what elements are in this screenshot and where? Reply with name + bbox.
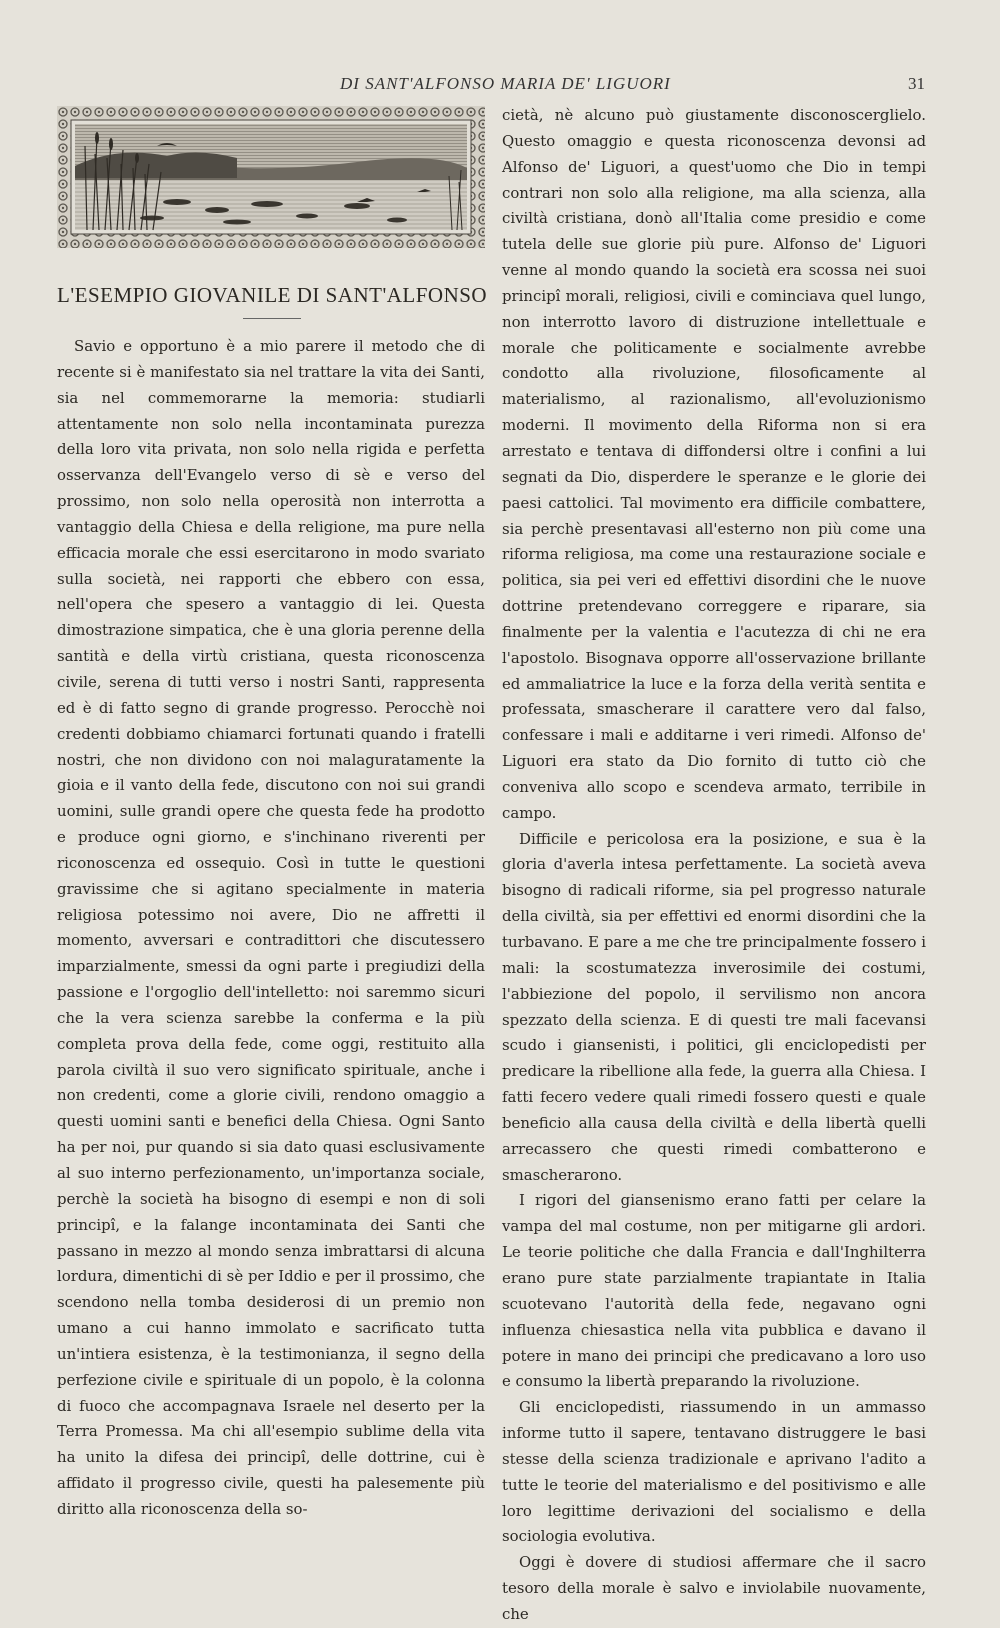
running-head — [0, 74, 1000, 98]
article-heading: L'ESEMPIO GIOVANILE DI SANT'ALFONSO — [57, 283, 488, 307]
paragraph: Savio e opportuno è a mio parere il metodo che di recente si è manifestato sia nel trattare la vita dei Santi, sia nel commemorarne la memoria: studiarli attentamente non solo nella incontaminata purezza della loro vita privata, non solo nella rigida e perfetta osservanza dell'Evangelo verso di sè e verso del prossimo, non solo nella operosità non interrotta a vantaggio della Chiesa e della religione, ma pure nella efficacia morale che essi esercitarono in modo svariato sulla società, nei rapporti che ebbero con essa, nell'opera che spesero a vantaggio di lei. Questa dimostrazione simpatica, che è una gloria perenne della santità e della virtù cristiana, questa riconoscenza civile, serena di tutti verso i nostri Santi, rappresenta ed è di fatto segno di grande progresso. Perocchè noi credenti dobbiamo chiamarci fortunati quando i fratelli nostri, che non dividono con noi malaguratamente la gioia e il vanto della fede, discutono con noi sui grandi uomini, sulle grandi opere che questa fede ha prodotto e produce ogni giorno, e s'inchinano riverenti per riconoscenza ed ossequio. Così in tutte le questioni gravissime che si agitano specialmente in materia religiosa potessimo noi avere, Dio ne affretti il momento, avversari e contradittori che discutessero imparzialmente, smessi da ogni parte i pregiudizi della passione e l'orgoglio dell'intelletto: noi saremmo sicuri che la vera scienza sarebbe la conferma e la più completa prova della fede, come oggi, restituito alla parola civiltà il suo vero significato spirituale, anche i non credenti, come a glorie civili, rendono omaggio a questi uomini santi e benefici della Chiesa. Ogni Santo ha per noi, pur quando si sia dato quasi esclusivamente al suo interno perfezionamento, un'importanza sociale, perchè la società ha bisogno di esempi e non di soli principî, e la falange incontaminata dei Santi che passano in mezzo al mondo senza imbrattarsi di alcuna lordura, dimentichi di sè per Iddio e per il prossimo, che scendono nella tomba desiderosi di un premio non umano a cui hanno immolato e sacrificato tutta un'intiera esistenza, è la testimonianza, il segno della perfezione civile e spirituale di un popolo, è la colonna di fuoco che accompagnava Israele nel deserto per la Terra Promessa. Ma chi all'esempio sublime della vita ha unito la difesa dei principî, delle dottrine, cui è affidato il progresso civile, questi ha palesemente più diritto alla riconoscenza della so- — [57, 337, 485, 1518]
heading-divider — [243, 318, 301, 319]
paragraph: Oggi è dovere di studiosi affermare che il sacro tesoro della morale è salvo e inviolabile nuovamente, che — [502, 1553, 926, 1623]
page-number: 31 — [908, 74, 925, 93]
paragraph: Gli enciclopedisti, riassumendo in un ammasso informe tutto il sapere, tentavano distruggere le basi stesse della scienza tradizionale e aprivano l'adito a tutte le teorie del materialismo e del positivismo e alle loro legittime derivazioni del socialismo e della sociologia evolutiva. — [502, 1398, 926, 1546]
right-column — [502, 103, 926, 1628]
left-column — [57, 334, 485, 1523]
paragraph: cietà, nè alcuno può giustamente disconoscerglielo. Questo omaggio e questa riconoscenza devonsi ad Alfonso de' Liguori, a quest'uomo che Dio in tempi contrari non solo alla religione, ma alla scienza, alla civiltà cristiana, donò all'Italia come presidio e come tutela delle sue glorie più pure. Alfonso de' Liguori venne al mondo quando la società era scossa nei suoi principî morali, religiosi, civili e cominciava quel lungo, non interrotto lavoro di distruzione intellettuale e morale che politicamente e socialmente avrebbe condotto alla rivoluzione, filosoficamente al materialismo, al razionalismo, all'evoluzionismo moderni. Il movimento della Riforma non si era arrestato e tentava di diffondersi oltre i confini a lui segnati da Dio, disperdere le speranze e le glorie dei paesi cattolici. Tal movimento era difficile combattere, sia perchè presentavasi all'esterno non più come una riforma religiosa, ma come una restaurazione sociale e politica, sia pei veri ed effettivi disordini che le nuove dottrine pretendevano correggere e riparare, sia finalmente per la valentia e l'acutezza di chi ne era l'apostolo. Bisognava opporre all'osservazione brillante ed ammaliatrice la luce e la forza della verità sentita e professata, smascherare il carattere vero dal falso, confessare i mali e additarne i veri rimedi. Alfonso de' Liguori era stato da Dio fornito di tutto ciò che conveniva allo scopo e scendeva armato, terribile in campo. — [502, 106, 926, 822]
lake-landscape-engraving-icon — [57, 106, 485, 248]
paragraph: I rigori del giansenismo erano fatti per celare la vampa del mal costume, non per mitigarne gli ardori. Le teorie politiche che dalla Francia e dall'Inghilterra erano pure state parzialmente trapiantate in Italia scuotevano l'autorità della fede, negavano ogni influenza chiesastica nella vita pubblica e davano il potere in mano dei principi che predicavano a loro uso e consumo la libertà preparando la rivoluzione. — [502, 1191, 926, 1391]
running-head-title: DI SANT'ALFONSO MARIA DE' LIGUORI — [340, 74, 671, 93]
paragraph: Difficile e pericolosa era la posizione, e sua è la gloria d'averla intesa perfettamente. La società aveva bisogno di radicali riforme, sia pel progresso naturale della civiltà, sia per effettivi ed enormi disordini che la turbavano. E pare a me che tre principalmente fossero i mali: la scostumatezza inverosimile dei costumi, l'abbiezione del popolo, il servilismo non ancora spezzato della scienza. E di questi tre mali facevansi scudo i giansenisti, i politici, gli enciclopedisti per predicare la ribellione alla fede, la guerra alla Chiesa. I fatti fecero vedere quali rimedi fossero questi e quale beneficio alla causa della civiltà e della libertà quelli arrecassero che questi rimedi combatterono e smascherarono. — [502, 829, 926, 1184]
